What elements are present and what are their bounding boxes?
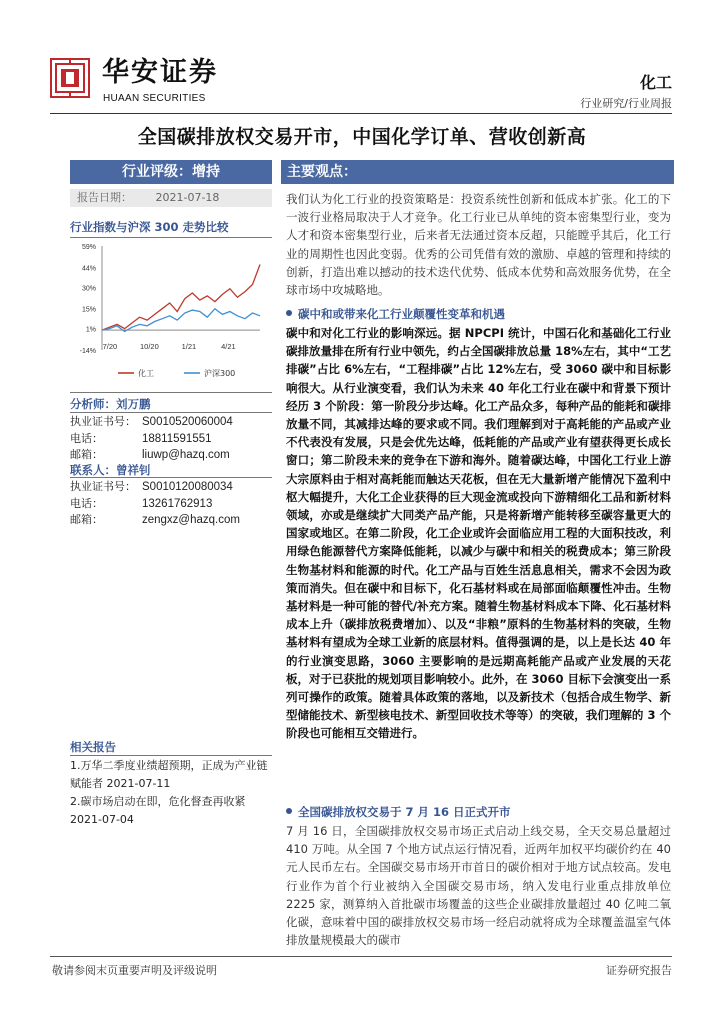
series-line-化工 [102, 265, 260, 331]
contact-email-link[interactable]: zengxz@hazq.com [142, 514, 240, 526]
y-tick-label: 44% [81, 265, 96, 273]
bullet-heading-1: 碳中和或带来化工行业颠覆性变革和机遇 [286, 306, 505, 322]
chart-title: 行业指数与沪深 300 走势比较 [70, 220, 229, 234]
analyst-label: 分析师：刘万鹏 [70, 397, 151, 411]
bullet-heading-2: 全国碳排放权交易于 7 月 16 日正式开市 [286, 804, 511, 820]
contact-rule [70, 477, 272, 478]
related-report-item[interactable]: 2.碳市场启动在即，危化督查再收紧 2021-07-04 [70, 795, 246, 826]
x-tick-label: 1/21 [181, 342, 197, 351]
huaan-logo-icon [50, 58, 90, 98]
chart-bottom-rule [70, 392, 272, 393]
section1-body: 碳中和对化工行业的影响深远。据 NPCPI 统计，中国石化和基础化工行业碳排放量排在所有行业中领先，约占全国碳排放总量 18%左右，其中“工艺排碳”占比 6%左右，“工程排碳”占比 12%左右，受 3060 碳中和目标影响很大。从行业演变看，我们认为未来 40 年化工行业在碳中和背景下预计经历 3 个阶段：第一阶段分步达峰。化工产品众多，每种产品的能耗和碳排放量不同，其减排达峰的要求或不同。我们理解到对于高耗能的产品或产业不代表没有发展，只是会优先达峰，低耗能的产品或产业有望获得更长成长窗口；第二阶段未来的竞争在下游和海外。随着碳达峰，中国化工行业上游大宗原料由于相对高耗能而触达天花板，但在无大量新增产能情况下盈利中枢大幅提升，大化工企业获得的巨大现金流或投向下游精细化工品和新材料领域，亦或是继续扩大同类产品产能，只是将新增产能转移至碳容量更大的国家或地区。在第二阶段，化工企业或许会面临应用工程的大面积技改，利用绿色能源替代方案降低能耗，以减少与碳中和相关的税费成本；第三阶段生物基材料和能源的时代。化工产品与百姓生活息息相关，需求不会因为政策而消失。但在碳中和目标下，化石基材料或在局部面临颠覆性冲击。生物基材料是一种可能的替代/补充方案。随着生物基材料成本下降、化石基材料成本上升（碳排放税费增加）、以及“非粮”原料的生物基材料的突破，生物基材料有望成为全球工业新的底层材料。值得强调的是，以上是长达 40 年的行业演变思路，3060 主要影响的是远期高耗能产品或产业发展的天花板，对于已获批的规划项目影响较小。此外，在 3060 目标下会演变出一系列可操作的政策。随着具体政策的落地，以及新技术（包括合成生物学、新型储能技术、新型核电技术、新型回收技术等等）的突破，我们理解的 3 个阶段也可能相互交错进行。 [286, 326, 672, 741]
section2-body: 7 月 16 日，全国碳排放权交易市场正式启动上线交易，全天交易总量超过 410 万吨。从全国 7 个地方试点运行情况看，近两年加权平均碳价约在 40 元人民币左右。全国碳交易市场开市首日的碳价相对于地方试点较高。发电行业作为首个行业被纳入全国碳交易市场，纳入发电行业重点排放单位 2225 家，测算纳入首批碳市场覆盖的这些企业碳排放量超过 40 亿吨二氧化碳，意味着中国的碳排放权交易市场一经启动就将成为全球覆盖温室气体排放量规模最大的碳市 [286, 824, 671, 948]
analyst-info [70, 414, 233, 464]
analyst-cert-row: 执业证书号： S0010520060004 [70, 415, 233, 428]
contact-phone-row: 电话： 13261762913 [70, 496, 213, 510]
bullet-dot-icon [286, 310, 292, 316]
intro-paragraph: 我们认为化工行业的投资策略是：投资系统性创新和低成本扩张。化工的下一波行业格局取决于人才竞争。化工行业已从单纯的资本密集型行业，变为人才和资本密集型行业，后来者无法通过资本反超，只能瞠乎其后，化工行业的周期性也因此变弱。优秀的公司凭借有效的激励、卓越的管理和持续的创新，打造出难以撼动的技术迭代优势、低成本优势和高效服务优势，在全球市场中攻城略地。 [286, 192, 671, 298]
x-tick-label: 7/20 [102, 342, 118, 351]
main-points-heading: 主要观点： [281, 160, 674, 184]
y-tick-label: 30% [81, 285, 96, 293]
report-date-row [70, 189, 272, 207]
y-tick-label: 59% [81, 244, 96, 251]
related-rule [70, 755, 272, 756]
legend-label: 化工 [138, 369, 154, 378]
footer-disclaimer: 敬请参阅末页重要声明及评级说明 [52, 964, 217, 977]
related-reports-label: 相关报告 [70, 740, 116, 754]
contact-label: 联系人：曾祥钊 [70, 463, 151, 477]
report-title: 全国碳排放权交易开市，中国化学订单、营收创新高 [137, 126, 587, 148]
sector-label: 化工 [639, 73, 672, 92]
contact-email-row: 邮箱： zengxz@hazq.com [70, 513, 240, 526]
brand-name-en: HUAAN SECURITIES [103, 93, 206, 104]
y-tick-label: -14% [79, 348, 96, 355]
analyst-email-link[interactable]: liuwp@hazq.com [142, 449, 230, 461]
x-tick-label: 4/21 [221, 342, 236, 351]
report-type: 行业研究/行业周报 [580, 97, 672, 110]
footer-divider [50, 956, 672, 957]
analyst-rule [70, 412, 272, 413]
y-tick-label: 15% [81, 306, 96, 314]
y-tick-label: 1% [85, 326, 96, 334]
legend-label: 沪深300 [204, 369, 236, 378]
analyst-email-row: 邮箱： liuwp@hazq.com [70, 448, 230, 461]
index-comparison-chart [70, 238, 272, 388]
related-report-item[interactable]: 1.万华二季度业绩超预期，正成为产业链赋能者 2021-07-11 [70, 759, 268, 790]
contact-cert-row: 执业证书号： S0010120080034 [70, 480, 233, 493]
report-date-label: 报告日期： [77, 191, 132, 204]
x-tick-label: 10/20 [140, 342, 159, 351]
report-date-value: 2021-07-18 [155, 191, 220, 204]
footer-report-label: 证券研究报告 [606, 964, 672, 977]
contact-info [70, 479, 240, 529]
industry-rating-bar: 行业评级：增持 [70, 160, 272, 184]
brand-name-cn: 华安证券 [102, 57, 218, 88]
analyst-phone-row: 电话： 18811591551 [70, 431, 212, 445]
header-divider [50, 113, 672, 114]
bullet-dot-icon [286, 808, 292, 814]
